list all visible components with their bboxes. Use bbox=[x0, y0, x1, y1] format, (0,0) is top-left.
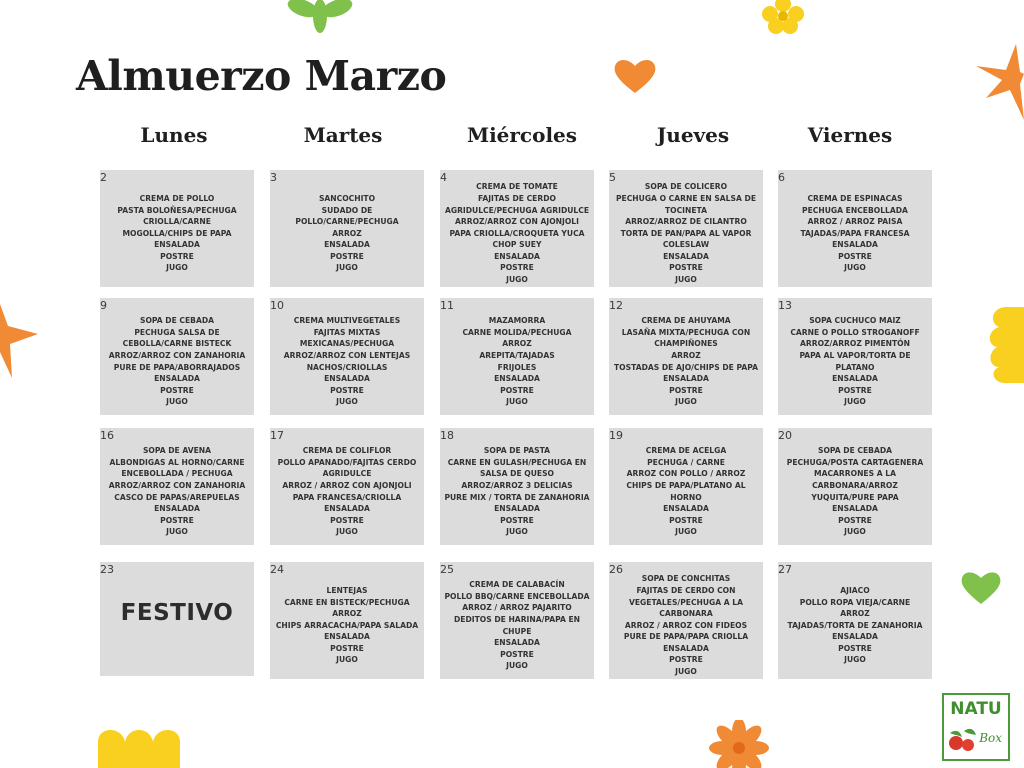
menu-line: POLLO ROPA VIEJA/CARNE bbox=[799, 597, 911, 607]
menu-line: ARROZ bbox=[332, 609, 362, 619]
menu-line: POSTRE bbox=[330, 643, 364, 653]
menu-line: CEBOLLA/CARNE BISTECK bbox=[122, 339, 232, 349]
menu-line: ENSALADA bbox=[324, 632, 370, 642]
day-header-jueves: Jueves bbox=[656, 123, 730, 147]
day-number: 25 bbox=[440, 563, 454, 576]
menu-line: JUGO bbox=[506, 661, 528, 671]
menu-line: PAPA FRANCESA/CRIOLLA bbox=[292, 492, 402, 502]
day-cell bbox=[609, 562, 763, 679]
menu-line: SOPA DE COLICERO bbox=[644, 182, 728, 192]
menu-line: PECHUGA/POSTA CARTAGENERA bbox=[786, 457, 924, 467]
day-cell bbox=[270, 298, 424, 415]
menu-line: PAPA AL VAPOR/TORTA DE bbox=[799, 350, 911, 360]
menu-line: CREMA DE ACELGA bbox=[645, 446, 727, 456]
orange-sunburst-icon bbox=[0, 300, 40, 380]
day-number: 12 bbox=[609, 299, 623, 312]
menu-line: POSTRE bbox=[500, 385, 534, 395]
menu-line: ARROZ/ARROZ 3 DELICIAS bbox=[461, 480, 573, 490]
menu-line: JUGO bbox=[506, 397, 528, 407]
menu-list bbox=[778, 182, 932, 285]
menu-list bbox=[609, 310, 763, 413]
menu-line: PECHUGA / CARNE bbox=[647, 457, 725, 467]
menu-line: ARROZ / ARROZ CON AJONJOLI bbox=[282, 480, 412, 490]
day-number: 11 bbox=[440, 299, 454, 312]
day-number: 5 bbox=[609, 171, 616, 184]
menu-line: JUGO bbox=[336, 527, 358, 537]
yellow-scallop-icon bbox=[98, 720, 180, 768]
menu-line: MACARRONES A LA bbox=[814, 469, 896, 479]
menu-line: MAZAMORRA bbox=[488, 316, 546, 326]
day-cell bbox=[100, 170, 254, 287]
menu-line: PURE MIX / TORTA DE ZANAHORIA bbox=[444, 492, 590, 502]
menu-line: DEDITOS DE HARINA/PAPA EN bbox=[453, 614, 581, 624]
menu-line: ARROZ bbox=[332, 228, 362, 238]
menu-line: JUGO bbox=[675, 397, 697, 407]
menu-list bbox=[270, 310, 424, 413]
natu-box-logo bbox=[942, 693, 1010, 761]
day-cell bbox=[440, 428, 594, 545]
menu-line: PURE DE PAPA/PAPA CRIOLLA bbox=[623, 632, 749, 642]
menu-line: CREMA DE AHUYAMA bbox=[641, 316, 731, 326]
menu-line: LENTEJAS bbox=[326, 585, 368, 595]
menu-line: ENSALADA bbox=[663, 251, 709, 261]
menu-line: PECHUGA SALSA DE bbox=[134, 327, 220, 337]
day-cell bbox=[440, 562, 594, 679]
day-cell bbox=[270, 428, 424, 545]
menu-list bbox=[440, 182, 594, 285]
menu-list bbox=[100, 182, 254, 285]
menu-line: NACHOS/CRIOLLAS bbox=[306, 362, 388, 372]
day-header-lunes: Lunes bbox=[140, 123, 208, 147]
day-number: 4 bbox=[440, 171, 447, 184]
menu-list bbox=[100, 310, 254, 413]
menu-line: FAJITAS DE CERDO bbox=[478, 193, 556, 203]
menu-line: JUGO bbox=[166, 397, 188, 407]
menu-line: CHIPS DE PAPA/PLATANO AL bbox=[626, 480, 746, 490]
menu-line: ENSALADA bbox=[494, 504, 540, 514]
day-number: 6 bbox=[778, 171, 785, 184]
menu-line: ARROZ/ARROZ DE CILANTRO bbox=[625, 217, 747, 227]
menu-line: ENSALADA bbox=[154, 240, 200, 250]
day-number: 18 bbox=[440, 429, 454, 442]
menu-line: JUGO bbox=[844, 527, 866, 537]
menu-line: CARBONARA bbox=[659, 609, 713, 619]
menu-line: CRIOLLA/CARNE bbox=[143, 217, 211, 227]
day-number: 10 bbox=[270, 299, 284, 312]
menu-line: CARNE MOLIDA/PECHUGA bbox=[462, 327, 572, 337]
menu-line: PAPA CRIOLLA/CROQUETA YUCA bbox=[449, 228, 585, 238]
menu-line: AREPITA/TAJADAS bbox=[479, 350, 555, 360]
menu-line: JUGO bbox=[336, 397, 358, 407]
menu-line: JUGO bbox=[336, 263, 358, 273]
menu-line: JUGO bbox=[844, 397, 866, 407]
menu-list bbox=[100, 440, 254, 543]
yellow-flower-icon bbox=[760, 0, 806, 36]
day-number: 27 bbox=[778, 563, 792, 576]
menu-line: CREMA DE ESPINACAS bbox=[807, 193, 903, 203]
menu-line: ARROZ/ARROZ CON AJONJOLI bbox=[455, 217, 579, 227]
menu-list bbox=[270, 440, 424, 543]
menu-list bbox=[778, 440, 932, 543]
menu-line: ENSALADA bbox=[832, 504, 878, 514]
menu-line: ARROZ / ARROZ PAISA bbox=[807, 217, 903, 227]
day-cell bbox=[778, 170, 932, 287]
menu-line: ENSALADA bbox=[154, 374, 200, 384]
logo-subtext: Box bbox=[979, 731, 1002, 745]
menu-line: ARROZ bbox=[840, 609, 870, 619]
menu-line: POSTRE bbox=[500, 515, 534, 525]
menu-line: JUGO bbox=[166, 263, 188, 273]
menu-line: POLLO/CARNE/PECHUGA bbox=[295, 217, 399, 227]
menu-line: ENSALADA bbox=[663, 374, 709, 384]
menu-line: CARNE EN GULASH/PECHUGA EN bbox=[447, 457, 587, 467]
menu-line: ARROZ / ARROZ CON FIDEOS bbox=[624, 620, 748, 630]
menu-line: CREMA DE TOMATE bbox=[476, 182, 558, 192]
menu-list bbox=[609, 440, 763, 543]
menu-line: ALBONDIGAS AL HORNO/CARNE bbox=[109, 457, 245, 467]
orange-flower-icon bbox=[706, 720, 772, 768]
day-cell bbox=[609, 428, 763, 545]
menu-line: ENCEBOLLADA / PECHUGA bbox=[121, 469, 233, 479]
menu-list bbox=[609, 574, 763, 677]
day-header-martes: Martes bbox=[303, 123, 383, 147]
day-cell bbox=[778, 298, 932, 415]
day-number: 2 bbox=[100, 171, 107, 184]
day-number: 23 bbox=[100, 563, 114, 576]
menu-line: LASAÑA MIXTA/PECHUGA CON bbox=[621, 327, 751, 337]
holiday-label: FESTIVO bbox=[120, 600, 234, 626]
menu-line: CARBONARA/ARROZ bbox=[812, 480, 898, 490]
menu-line: POSTRE bbox=[669, 515, 703, 525]
menu-line: ENSALADA bbox=[832, 374, 878, 384]
menu-line: POSTRE bbox=[160, 385, 194, 395]
menu-list bbox=[440, 310, 594, 413]
menu-line: AJIACO bbox=[840, 585, 870, 595]
day-number: 9 bbox=[100, 299, 107, 312]
menu-line: CREMA DE POLLO bbox=[139, 193, 215, 203]
vegetables-icon bbox=[946, 725, 980, 755]
menu-line: CREMA MULTIVEGETALES bbox=[293, 316, 401, 326]
day-cell bbox=[270, 562, 424, 679]
menu-line: ENSALADA bbox=[494, 638, 540, 648]
menu-list bbox=[270, 182, 424, 285]
menu-line: SOPA DE CEBADA bbox=[817, 446, 893, 456]
menu-line: ARROZ / ARROZ PAJARITO bbox=[462, 603, 572, 613]
menu-line: JUGO bbox=[336, 655, 358, 665]
menu-line: JUGO bbox=[166, 527, 188, 537]
menu-line: TOSTADAS DE AJO/CHIPS DE PAPA bbox=[614, 362, 758, 372]
menu-line: POLLO APANADO/FAJITAS CERDO bbox=[277, 457, 417, 467]
menu-line: JUGO bbox=[675, 667, 697, 677]
menu-line: POSTRE bbox=[838, 251, 872, 261]
day-number: 3 bbox=[270, 171, 277, 184]
menu-list bbox=[778, 574, 932, 677]
menu-line: POSTRE bbox=[838, 385, 872, 395]
menu-line: POSTRE bbox=[160, 515, 194, 525]
menu-line: ENSALADA bbox=[663, 643, 709, 653]
day-cell bbox=[440, 170, 594, 287]
menu-line: SOPA DE CEBADA bbox=[139, 316, 215, 326]
menu-line: SALSA DE QUESO bbox=[479, 469, 555, 479]
menu-line: FRIJOLES bbox=[497, 362, 537, 372]
page-title: Almuerzo Marzo bbox=[76, 52, 447, 100]
menu-line: ARROZ CON POLLO / ARROZ bbox=[626, 469, 746, 479]
menu-line: ENSALADA bbox=[324, 374, 370, 384]
menu-line: CHUPE bbox=[502, 626, 532, 636]
menu-line: FAJITAS MIXTAS bbox=[313, 327, 381, 337]
day-number: 26 bbox=[609, 563, 623, 576]
menu-line: PURE DE PAPA/ABORRAJADOS bbox=[113, 362, 241, 372]
menu-line: ENSALADA bbox=[154, 504, 200, 514]
menu-line: ENSALADA bbox=[494, 374, 540, 384]
menu-line: CHAMPIÑONES bbox=[654, 339, 718, 349]
menu-list bbox=[609, 182, 763, 285]
menu-line: POSTRE bbox=[500, 649, 534, 659]
menu-list bbox=[440, 574, 594, 677]
menu-line: ARROZ bbox=[502, 339, 532, 349]
menu-line: MEXICANAS/PECHUGA bbox=[299, 339, 395, 349]
menu-line: FAJITAS DE CERDO CON bbox=[636, 585, 736, 595]
menu-line: POLLO BBQ/CARNE ENCEBOLLADA bbox=[444, 591, 590, 601]
day-number: 17 bbox=[270, 429, 284, 442]
menu-line: TAJADAS/TORTA DE ZANAHORIA bbox=[787, 620, 923, 630]
menu-line: JUGO bbox=[675, 275, 697, 285]
menu-list bbox=[270, 574, 424, 677]
menu-line: SUDADO DE bbox=[321, 205, 373, 215]
menu-line: SANCOCHITO bbox=[318, 193, 376, 203]
menu-line: VEGETALES/PECHUGA A LA bbox=[628, 597, 744, 607]
menu-line: POSTRE bbox=[669, 655, 703, 665]
logo-text: NATU bbox=[950, 699, 1002, 719]
menu-line: POSTRE bbox=[330, 385, 364, 395]
green-flower-icon bbox=[285, 0, 355, 36]
menu-line: POSTRE bbox=[500, 263, 534, 273]
menu-line: JUGO bbox=[844, 655, 866, 665]
day-cell bbox=[609, 170, 763, 287]
menu-line: PLATANO bbox=[835, 362, 875, 372]
menu-line: ENSALADA bbox=[494, 251, 540, 261]
menu-line: PECHUGA O CARNE EN SALSA DE bbox=[615, 193, 757, 203]
menu-line: TAJADAS/PAPA FRANCESA bbox=[800, 228, 910, 238]
menu-line: TORTA DE PAN/PAPA AL VAPOR bbox=[620, 228, 752, 238]
menu-line: YUQUITA/PURE PAPA bbox=[811, 492, 899, 502]
menu-line: POSTRE bbox=[330, 515, 364, 525]
menu-line: POSTRE bbox=[330, 251, 364, 261]
menu-line: CREMA DE COLIFLOR bbox=[302, 446, 392, 456]
green-heart-icon bbox=[960, 570, 1002, 606]
menu-line: COLESLAW bbox=[662, 240, 710, 250]
day-cell bbox=[270, 170, 424, 287]
day-number: 24 bbox=[270, 563, 284, 576]
orange-heart-icon bbox=[613, 57, 657, 95]
day-header-viernes: Viernes bbox=[807, 123, 893, 147]
menu-line: ENSALADA bbox=[832, 240, 878, 250]
menu-line: POSTRE bbox=[838, 515, 872, 525]
menu-line: MOGOLLA/CHIPS DE PAPA bbox=[122, 228, 232, 238]
menu-line: CASCO DE PAPAS/AREPUELAS bbox=[114, 492, 240, 502]
menu-line: ARROZ/ARROZ CON ZANAHORIA bbox=[108, 480, 246, 490]
menu-line: TOCINETA bbox=[664, 205, 708, 215]
menu-line: ARROZ bbox=[671, 350, 701, 360]
menu-line: AGRIDULCE/PECHUGA AGRIDULCE bbox=[444, 205, 590, 215]
day-number: 16 bbox=[100, 429, 114, 442]
day-number: 13 bbox=[778, 299, 792, 312]
day-cell bbox=[100, 428, 254, 545]
menu-line: ENSALADA bbox=[324, 240, 370, 250]
menu-line: SOPA DE CONCHITAS bbox=[641, 574, 731, 584]
menu-line: CARNE EN BISTECK/PECHUGA bbox=[284, 597, 410, 607]
menu-line: CREMA DE CALABACÍN bbox=[469, 580, 565, 590]
orange-star-icon bbox=[976, 44, 1024, 120]
menu-line: POSTRE bbox=[160, 251, 194, 261]
yellow-cloud-icon bbox=[985, 305, 1024, 385]
menu-line: ENSALADA bbox=[663, 504, 709, 514]
day-cell bbox=[100, 298, 254, 415]
menu-line: JUGO bbox=[506, 275, 528, 285]
day-header-miercoles: Miércoles bbox=[466, 123, 578, 147]
menu-line: PASTA BOLOÑESA/PECHUGA bbox=[117, 205, 237, 215]
menu-line: POSTRE bbox=[669, 263, 703, 273]
day-cell bbox=[440, 298, 594, 415]
menu-line: ARROZ/ARROZ CON ZANAHORIA bbox=[108, 350, 246, 360]
menu-list bbox=[440, 440, 594, 543]
menu-line: AGRIDULCE bbox=[322, 469, 372, 479]
menu-line: SOPA DE AVENA bbox=[142, 446, 212, 456]
day-cell bbox=[778, 428, 932, 545]
menu-line: PECHUGA ENCEBOLLADA bbox=[802, 205, 908, 215]
day-number: 20 bbox=[778, 429, 792, 442]
menu-line: CHIPS ARRACACHA/PAPA SALADA bbox=[275, 620, 419, 630]
menu-line: ENSALADA bbox=[324, 504, 370, 514]
menu-line: ARROZ/ARROZ CON LENTEJAS bbox=[283, 350, 411, 360]
menu-line: POSTRE bbox=[838, 643, 872, 653]
day-cell bbox=[778, 562, 932, 679]
menu-line: ENSALADA bbox=[832, 632, 878, 642]
menu-line: SOPA DE PASTA bbox=[483, 446, 551, 456]
menu-list bbox=[778, 310, 932, 413]
menu-line: POSTRE bbox=[669, 385, 703, 395]
day-number: 19 bbox=[609, 429, 623, 442]
menu-line: JUGO bbox=[675, 527, 697, 537]
menu-line: HORNO bbox=[670, 492, 702, 502]
menu-line: ARROZ/ARROZ PIMENTÓN bbox=[800, 339, 910, 349]
menu-line: SOPA CUCHUCO MAIZ bbox=[809, 316, 901, 326]
day-cell bbox=[100, 562, 254, 676]
menu-line: CARNE O POLLO STROGANOFF bbox=[790, 327, 920, 337]
menu-line: CHOP SUEY bbox=[492, 240, 542, 250]
menu-line: JUGO bbox=[506, 527, 528, 537]
day-cell bbox=[609, 298, 763, 415]
menu-line: JUGO bbox=[844, 263, 866, 273]
